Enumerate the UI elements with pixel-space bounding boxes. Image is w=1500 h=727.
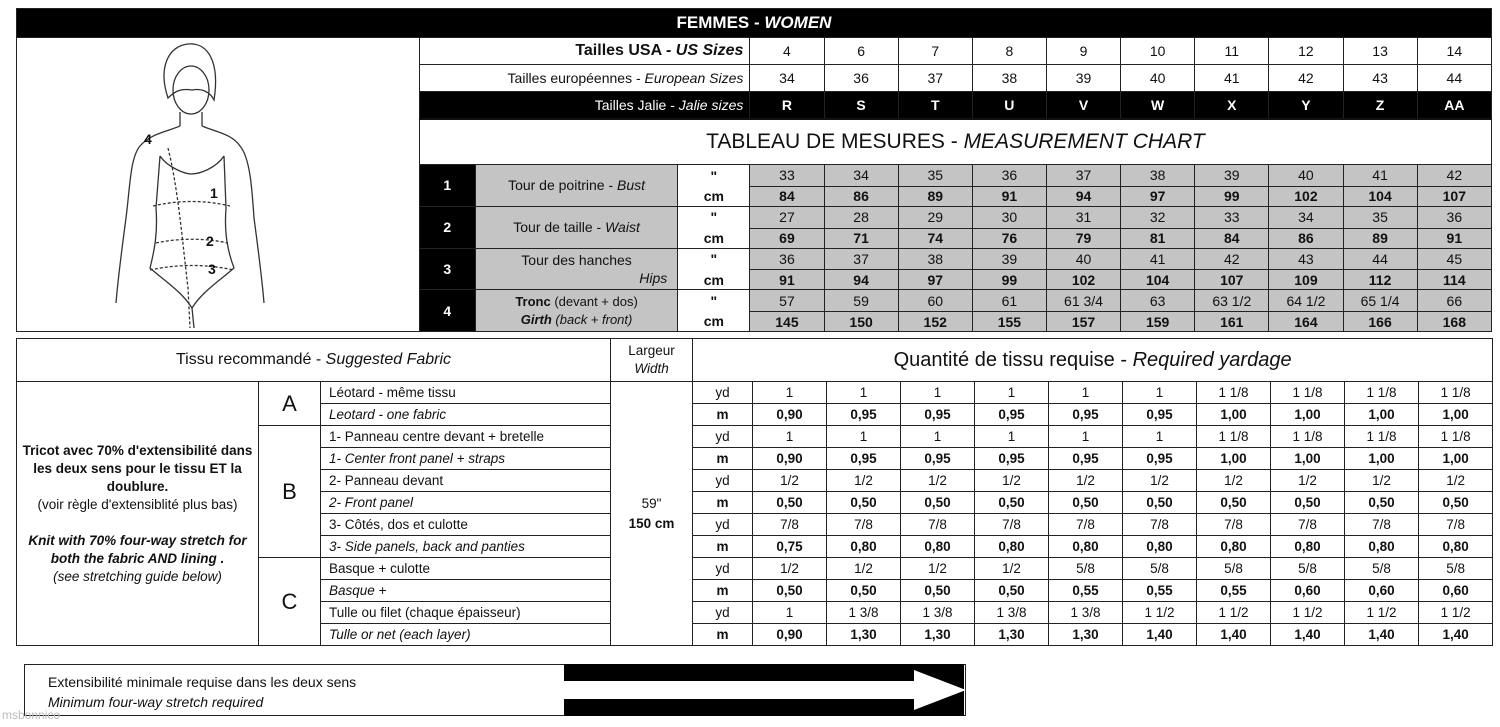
size-cell: 42 [1269, 65, 1343, 92]
eu-sizes-label: Tailles européennes - European Sizes [419, 65, 750, 92]
yd-cell: 1/2 [1345, 470, 1419, 492]
piece-label-fr: Basque + culotte [321, 558, 611, 580]
unit-cm: cm [678, 270, 750, 290]
value-in: 34 [1269, 206, 1343, 228]
figure-label-4: 4 [143, 131, 152, 147]
yd-cell: 1 1/8 [1345, 426, 1419, 448]
yd-cell: 1/2 [975, 470, 1049, 492]
size-cell: 40 [1121, 65, 1195, 92]
size-cell: 38 [972, 65, 1046, 92]
m-cell: 0,80 [901, 536, 975, 558]
watermark: msbonnico [2, 708, 61, 722]
yd-cell: 1 [1123, 426, 1197, 448]
yd-cell: 1/2 [827, 470, 901, 492]
measure-label: Tour de taille - Waist [475, 206, 677, 248]
value-in: 35 [898, 165, 972, 187]
yd-cell: 7/8 [1271, 514, 1345, 536]
yd-cell: 1/2 [1197, 470, 1271, 492]
value-in: 59 [824, 290, 898, 312]
yd-cell: 5/8 [1419, 558, 1493, 580]
unit-cm: cm [678, 312, 750, 332]
m-cell: 0,50 [975, 492, 1049, 514]
piece-label-fr: 1- Panneau centre devant + bretelle [321, 426, 611, 448]
m-cell: 0,95 [1049, 448, 1123, 470]
m-cell: 0,90 [753, 448, 827, 470]
stretch-text-fr: Extensibilité minimale requise dans les deux sens [48, 674, 357, 690]
value-in: 34 [824, 165, 898, 187]
yd-cell: 1/2 [1049, 470, 1123, 492]
m-cell: 0,80 [1197, 536, 1271, 558]
size-cell: 36 [824, 65, 898, 92]
m-cell: 1,40 [1419, 624, 1493, 646]
m-cell: 0,50 [901, 580, 975, 602]
value-cm: 91 [972, 186, 1046, 206]
yd-cell: 5/8 [1271, 558, 1345, 580]
size-cell: 8 [972, 38, 1046, 65]
yd-cell: 7/8 [1345, 514, 1419, 536]
yd-cell: 1/2 [827, 558, 901, 580]
us-sizes-label: Tailles USA - US Sizes [419, 38, 750, 65]
m-cell: 0,80 [1345, 536, 1419, 558]
yd-cell: 1 1/8 [1271, 426, 1345, 448]
jalie-size-cell: AA [1417, 92, 1491, 120]
value-cm: 102 [1046, 270, 1120, 290]
yd-cell: 7/8 [901, 514, 975, 536]
jalie-size-cell: Y [1269, 92, 1343, 120]
value-cm: 104 [1121, 270, 1195, 290]
us-sizes-row [17, 38, 1492, 65]
figure-label-2: 2 [205, 233, 214, 249]
value-cm: 97 [898, 270, 972, 290]
yd-cell: 1/2 [1123, 470, 1197, 492]
m-cell: 1,40 [1197, 624, 1271, 646]
value-cm: 104 [1343, 186, 1417, 206]
measure-number: 4 [419, 290, 475, 332]
yd-cell: 1 1/2 [1197, 602, 1271, 624]
value-cm: 107 [1417, 186, 1491, 206]
body-figure [17, 38, 420, 332]
yd-cell: 7/8 [1049, 514, 1123, 536]
view-letter: A [259, 382, 321, 426]
value-cm: 114 [1417, 270, 1491, 290]
yd-cell: 1 1/8 [1419, 382, 1493, 404]
value-cm: 99 [972, 270, 1046, 290]
yd-cell: 1 [753, 382, 827, 404]
m-cell: 1,00 [1271, 448, 1345, 470]
m-cell: 0,55 [1123, 580, 1197, 602]
yd-cell: 1 3/8 [827, 602, 901, 624]
size-cell: 6 [824, 38, 898, 65]
size-cell: 13 [1343, 38, 1417, 65]
yd-cell: 1 1/8 [1271, 382, 1345, 404]
m-cell: 0,50 [1271, 492, 1345, 514]
m-cell: 1,00 [1271, 404, 1345, 426]
value-in: 30 [972, 206, 1046, 228]
value-cm: 152 [898, 312, 972, 332]
yd-cell: 1 1/2 [1345, 602, 1419, 624]
unit-inch: " [678, 248, 750, 270]
m-cell: 0,95 [975, 448, 1049, 470]
yd-cell: 7/8 [1197, 514, 1271, 536]
suggested-fabric-header: Tissu recommandé - Suggested Fabric [17, 339, 611, 382]
m-cell: 0,60 [1345, 580, 1419, 602]
value-cm: 86 [1269, 228, 1343, 248]
value-in: 66 [1417, 290, 1491, 312]
stretch-text [48, 672, 356, 712]
yd-cell: 7/8 [1123, 514, 1197, 536]
m-cell: 0,75 [753, 536, 827, 558]
value-in: 44 [1343, 248, 1417, 270]
yd-cell: 7/8 [827, 514, 901, 536]
measure-label: Tour des hanches Hips [475, 248, 677, 290]
yd-cell: 1 1/8 [1345, 382, 1419, 404]
yd-cell: 7/8 [1419, 514, 1493, 536]
value-in: 60 [898, 290, 972, 312]
m-cell: 0,60 [1271, 580, 1345, 602]
jalie-size-cell: W [1121, 92, 1195, 120]
yd-cell: 1/2 [753, 558, 827, 580]
fabric-width: 59" 150 cm [611, 382, 693, 646]
m-cell: 0,95 [1123, 448, 1197, 470]
value-cm: 69 [750, 228, 824, 248]
yd-cell: 1 [1123, 382, 1197, 404]
value-cm: 94 [1046, 186, 1120, 206]
value-cm: 76 [972, 228, 1046, 248]
unit-yd: yd [693, 470, 753, 492]
women-header: FEMMES - WOMEN [17, 9, 1492, 38]
m-cell: 0,50 [1049, 492, 1123, 514]
value-in: 61 [972, 290, 1046, 312]
value-cm: 161 [1195, 312, 1269, 332]
yd-cell: 1 1/8 [1419, 426, 1493, 448]
m-cell: 1,00 [1197, 448, 1271, 470]
m-cell: 1,30 [827, 624, 901, 646]
value-in: 36 [1417, 206, 1491, 228]
value-cm: 74 [898, 228, 972, 248]
size-cell: 34 [750, 65, 824, 92]
m-cell: 0,50 [1123, 492, 1197, 514]
value-cm: 164 [1269, 312, 1343, 332]
m-cell: 0,95 [1123, 404, 1197, 426]
required-yardage-header: Quantité de tissu requise - Required yardage [693, 339, 1493, 382]
jalie-size-cell: U [972, 92, 1046, 120]
jalie-sizes-label: Tailles Jalie - Jalie sizes [419, 92, 750, 120]
unit-m: m [693, 624, 753, 646]
value-cm: 71 [824, 228, 898, 248]
value-cm: 94 [824, 270, 898, 290]
m-cell: 0,95 [827, 404, 901, 426]
value-cm: 91 [1417, 228, 1491, 248]
value-in: 39 [972, 248, 1046, 270]
value-cm: 112 [1343, 270, 1417, 290]
value-in: 41 [1121, 248, 1195, 270]
value-cm: 155 [972, 312, 1046, 332]
value-cm: 166 [1343, 312, 1417, 332]
size-cell: 7 [898, 38, 972, 65]
unit-cm: cm [678, 228, 750, 248]
m-cell: 0,80 [1419, 536, 1493, 558]
m-cell: 1,30 [1049, 624, 1123, 646]
value-in: 61 3/4 [1046, 290, 1120, 312]
m-cell: 1,40 [1123, 624, 1197, 646]
value-in: 33 [1195, 206, 1269, 228]
yd-cell: 1 1/2 [1271, 602, 1345, 624]
unit-inch: " [678, 206, 750, 228]
yd-cell: 1/2 [901, 470, 975, 492]
value-in: 37 [1046, 165, 1120, 187]
measure-label: Tronc (devant + dos) Girth (back + front) [475, 290, 677, 332]
piece-label-en: Tulle or net (each layer) [321, 624, 611, 646]
jalie-size-cell: R [750, 92, 824, 120]
m-cell: 0,50 [1419, 492, 1493, 514]
piece-label-en: 3- Side panels, back and panties [321, 536, 611, 558]
yd-cell: 5/8 [1197, 558, 1271, 580]
yd-cell: 7/8 [753, 514, 827, 536]
stretch-guide [24, 664, 972, 716]
m-cell: 0,60 [1419, 580, 1493, 602]
jalie-size-cell: S [824, 92, 898, 120]
unit-yd: yd [693, 382, 753, 404]
unit-inch: " [678, 165, 750, 187]
m-cell: 0,50 [1197, 492, 1271, 514]
unit-yd: yd [693, 558, 753, 580]
m-cell: 0,80 [827, 536, 901, 558]
yd-cell: 5/8 [1345, 558, 1419, 580]
m-cell: 1,00 [1419, 448, 1493, 470]
m-cell: 1,30 [901, 624, 975, 646]
value-in: 27 [750, 206, 824, 228]
value-cm: 79 [1046, 228, 1120, 248]
value-in: 36 [972, 165, 1046, 187]
jalie-size-cell: V [1046, 92, 1120, 120]
yd-cell: 1 1/8 [1197, 382, 1271, 404]
m-cell: 1,00 [1345, 404, 1419, 426]
m-cell: 0,50 [827, 492, 901, 514]
body-measurement-figure [18, 38, 418, 328]
yd-cell: 5/8 [1049, 558, 1123, 580]
m-cell: 0,50 [901, 492, 975, 514]
unit-m: m [693, 580, 753, 602]
yd-cell: 7/8 [975, 514, 1049, 536]
unit-m: m [693, 536, 753, 558]
yd-cell: 1 1/2 [1123, 602, 1197, 624]
piece-label-fr: 2- Panneau devant [321, 470, 611, 492]
yd-cell: 5/8 [1123, 558, 1197, 580]
value-in: 29 [898, 206, 972, 228]
m-cell: 0,80 [975, 536, 1049, 558]
size-cell: 37 [898, 65, 972, 92]
value-cm: 102 [1269, 186, 1343, 206]
view-letter: C [259, 558, 321, 646]
m-cell: 1,00 [1345, 448, 1419, 470]
yd-cell: 1 3/8 [1049, 602, 1123, 624]
value-cm: 97 [1121, 186, 1195, 206]
fabric-note: Tricot avec 70% d'extensibilité dans les deux sens pour le tissu ET la doublure. (voir règle d'extensiblité plus bas) Knit with 70% four-way stretch for both the fabric AND lining . (see stretching guide below) [17, 382, 259, 646]
yd-cell: 1 [753, 602, 827, 624]
m-cell: 0,80 [1271, 536, 1345, 558]
value-in: 31 [1046, 206, 1120, 228]
m-cell: 1,00 [1197, 404, 1271, 426]
piece-label-fr: Tulle ou filet (chaque épaisseur) [321, 602, 611, 624]
value-cm: 107 [1195, 270, 1269, 290]
size-cell: 9 [1046, 38, 1120, 65]
value-in: 42 [1417, 165, 1491, 187]
yd-cell: 1 1/8 [1197, 426, 1271, 448]
yd-cell: 1 [1049, 382, 1123, 404]
yd-cell: 1/2 [901, 558, 975, 580]
yd-cell: 1 [975, 382, 1049, 404]
size-measurement-table [16, 8, 1492, 332]
yd-cell: 1/2 [1419, 470, 1493, 492]
m-cell: 0,50 [753, 580, 827, 602]
value-in: 65 1/4 [1343, 290, 1417, 312]
value-in: 38 [898, 248, 972, 270]
yd-cell: 1 [827, 382, 901, 404]
unit-inch: " [678, 290, 750, 312]
yd-cell: 1 3/8 [975, 602, 1049, 624]
yd-cell: 1 [1049, 426, 1123, 448]
size-cell: 44 [1417, 65, 1491, 92]
value-in: 36 [750, 248, 824, 270]
value-cm: 89 [898, 186, 972, 206]
value-cm: 159 [1121, 312, 1195, 332]
value-cm: 86 [824, 186, 898, 206]
figure-label-3: 3 [207, 261, 216, 277]
piece-label-fr: 3- Côtés, dos et culotte [321, 514, 611, 536]
yd-cell: 1 [901, 426, 975, 448]
m-cell: 0,95 [901, 448, 975, 470]
piece-label-en: 2- Front panel [321, 492, 611, 514]
stretch-text-en: Minimum four-way stretch required [48, 694, 264, 710]
yd-cell: 1/2 [753, 470, 827, 492]
piece-label-fr: Léotard - même tissu [321, 382, 611, 404]
yd-cell: 1 [827, 426, 901, 448]
m-cell: 1,30 [975, 624, 1049, 646]
yd-cell: 1 1/2 [1419, 602, 1493, 624]
m-cell: 1,40 [1271, 624, 1345, 646]
value-cm: 99 [1195, 186, 1269, 206]
m-cell: 0,95 [827, 448, 901, 470]
size-cell: 4 [750, 38, 824, 65]
value-cm: 109 [1269, 270, 1343, 290]
value-in: 43 [1269, 248, 1343, 270]
value-in: 38 [1121, 165, 1195, 187]
yd-cell: 1 [975, 426, 1049, 448]
size-cell: 41 [1195, 65, 1269, 92]
unit-cm: cm [678, 186, 750, 206]
value-in: 37 [824, 248, 898, 270]
measure-label: Tour de poitrine - Bust [475, 165, 677, 207]
m-cell: 1,00 [1419, 404, 1493, 426]
value-cm: 84 [1195, 228, 1269, 248]
m-cell: 0,55 [1197, 580, 1271, 602]
size-cell: 11 [1195, 38, 1269, 65]
m-cell: 0,50 [827, 580, 901, 602]
jalie-size-cell: Z [1343, 92, 1417, 120]
unit-m: m [693, 404, 753, 426]
value-in: 41 [1343, 165, 1417, 187]
value-in: 63 1/2 [1195, 290, 1269, 312]
value-cm: 81 [1121, 228, 1195, 248]
figure-label-1: 1 [209, 185, 218, 201]
jalie-size-cell: T [898, 92, 972, 120]
m-cell: 0,80 [1123, 536, 1197, 558]
value-in: 39 [1195, 165, 1269, 187]
value-in: 35 [1343, 206, 1417, 228]
value-cm: 168 [1417, 312, 1491, 332]
value-in: 64 1/2 [1269, 290, 1343, 312]
measure-number: 2 [419, 206, 475, 248]
unit-yd: yd [693, 426, 753, 448]
m-cell: 0,50 [1345, 492, 1419, 514]
value-in: 28 [824, 206, 898, 228]
size-cell: 39 [1046, 65, 1120, 92]
jalie-size-cell: X [1195, 92, 1269, 120]
value-cm: 89 [1343, 228, 1417, 248]
size-cell: 12 [1269, 38, 1343, 65]
m-cell: 0,95 [1049, 404, 1123, 426]
value-in: 33 [750, 165, 824, 187]
value-cm: 91 [750, 270, 824, 290]
piece-label-en: 1- Center front panel + straps [321, 448, 611, 470]
yd-cell: 1/2 [1271, 470, 1345, 492]
value-in: 57 [750, 290, 824, 312]
value-cm: 145 [750, 312, 824, 332]
value-cm: 150 [824, 312, 898, 332]
size-cell: 14 [1417, 38, 1491, 65]
m-cell: 0,50 [753, 492, 827, 514]
unit-m: m [693, 448, 753, 470]
size-cell: 43 [1343, 65, 1417, 92]
measure-number: 1 [419, 165, 475, 207]
m-cell: 1,40 [1345, 624, 1419, 646]
m-cell: 0,95 [975, 404, 1049, 426]
unit-m: m [693, 492, 753, 514]
m-cell: 0,90 [753, 404, 827, 426]
unit-yd: yd [693, 602, 753, 624]
m-cell: 0,80 [1049, 536, 1123, 558]
view-a-yd-row [17, 382, 1493, 404]
unit-yd: yd [693, 514, 753, 536]
fabric-yardage-table [16, 338, 1493, 646]
piece-label-en: Basque + [321, 580, 611, 602]
yd-cell: 1 [901, 382, 975, 404]
value-in: 45 [1417, 248, 1491, 270]
yd-cell: 1 3/8 [901, 602, 975, 624]
view-letter: B [259, 426, 321, 558]
m-cell: 0,55 [1049, 580, 1123, 602]
value-cm: 157 [1046, 312, 1120, 332]
m-cell: 0,95 [901, 404, 975, 426]
measure-number: 3 [419, 248, 475, 290]
measurement-chart-title: TABLEAU DE MESURES - MEASUREMENT CHART [419, 119, 1491, 165]
size-cell: 10 [1121, 38, 1195, 65]
yd-cell: 1 [753, 426, 827, 448]
value-in: 40 [1046, 248, 1120, 270]
m-cell: 0,50 [975, 580, 1049, 602]
value-in: 40 [1269, 165, 1343, 187]
width-header: Largeur Width [611, 339, 693, 382]
m-cell: 0,90 [753, 624, 827, 646]
value-in: 42 [1195, 248, 1269, 270]
value-in: 32 [1121, 206, 1195, 228]
piece-label-en: Leotard - one fabric [321, 404, 611, 426]
value-in: 63 [1121, 290, 1195, 312]
value-cm: 84 [750, 186, 824, 206]
yd-cell: 1/2 [975, 558, 1049, 580]
